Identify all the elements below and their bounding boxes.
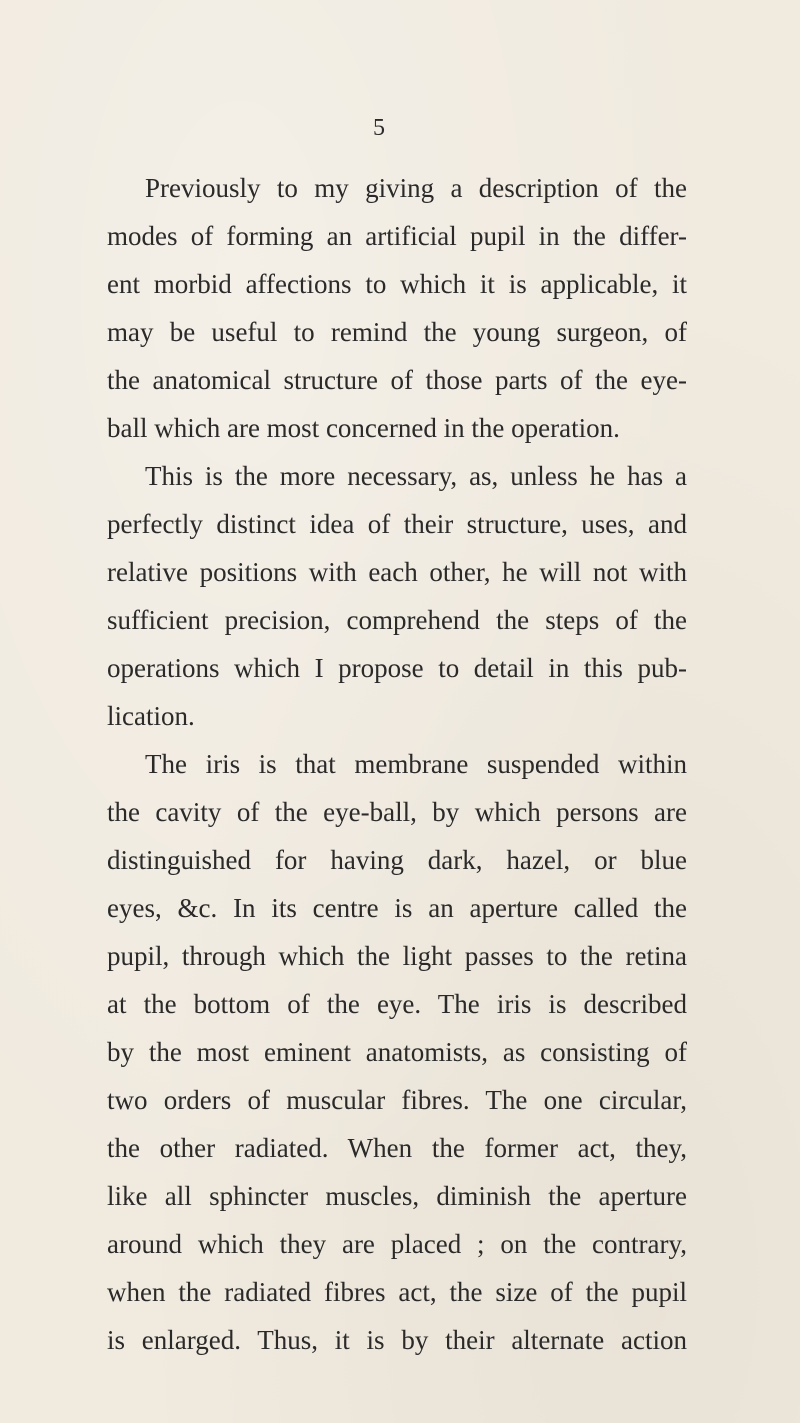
text-line: This is the more necessary, as, unless he has a xyxy=(145,461,687,491)
page-number: 5 xyxy=(373,115,385,141)
text-line: relative positions with each other, he will not with xyxy=(107,557,687,587)
text-line: eyes, &c. In its centre is an aperture called the xyxy=(107,893,687,923)
text-line: pupil, through which the light passes to the retina xyxy=(107,941,687,971)
text-line: distinguished for having dark, hazel, or blue xyxy=(107,845,687,875)
text-line: perfectly distinct idea of their structure, uses, and xyxy=(107,509,687,539)
text-line: Previously to my giving a description of the xyxy=(145,173,687,203)
text-line: around which they are placed ; on the contrary, xyxy=(107,1229,687,1259)
text-line: lication. xyxy=(107,701,195,731)
text-line: like all sphincter muscles, diminish the aperture xyxy=(107,1181,687,1211)
text-line: the other radiated. When the former act, they, xyxy=(107,1133,687,1163)
text-line: by the most eminent anatomists, as consisting of xyxy=(107,1037,687,1067)
text-line: ent morbid affections to which it is applicable, it xyxy=(107,269,687,299)
body-text xyxy=(107,164,687,1364)
text-line: ball which are most concerned in the operation. xyxy=(107,413,620,443)
text-line: operations which I propose to detail in this pub- xyxy=(107,653,687,683)
text-line: the cavity of the eye-ball, by which persons are xyxy=(107,797,687,827)
text-line: two orders of muscular fibres. The one circular, xyxy=(107,1085,687,1115)
text-line: at the bottom of the eye. The iris is described xyxy=(107,989,687,1019)
text-line: may be useful to remind the young surgeon, of xyxy=(107,317,687,347)
text-line: modes of forming an artificial pupil in the differ- xyxy=(107,221,687,251)
text-line: the anatomical structure of those parts of the eye- xyxy=(107,365,687,395)
text-line: The iris is that membrane suspended within xyxy=(145,749,687,779)
text-line: when the radiated fibres act, the size of the pupil xyxy=(107,1277,687,1307)
text-line: sufficient precision, comprehend the steps of the xyxy=(107,605,687,635)
text-line: is enlarged. Thus, it is by their alternate action xyxy=(107,1325,687,1355)
